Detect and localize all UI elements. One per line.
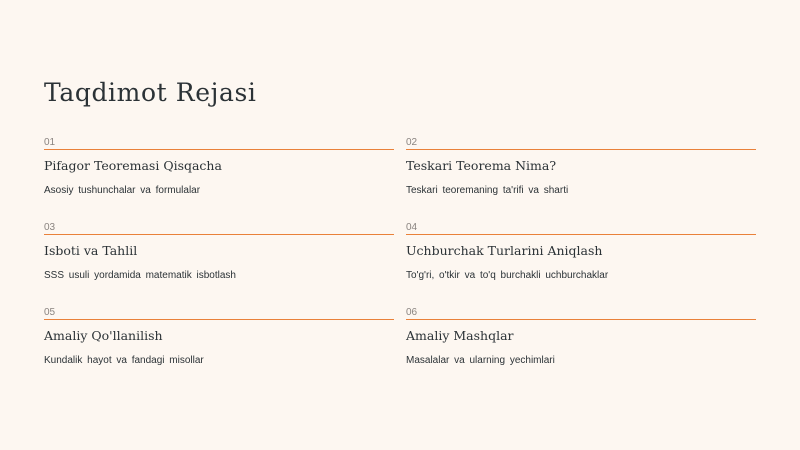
slide-title: Taqdimot Rejasi	[44, 78, 257, 107]
agenda-item-divider	[406, 149, 756, 150]
agenda-item-divider	[406, 319, 756, 320]
agenda-item-number: 06	[406, 307, 418, 318]
agenda-item-divider	[44, 234, 394, 235]
agenda-item-number: 03	[44, 222, 56, 233]
agenda-item-number: 01	[44, 137, 56, 148]
agenda-item-description: Teskari teoremaning ta'rifi va sharti	[406, 185, 569, 196]
agenda-item-description: SSS usuli yordamida matematik isbotlash	[44, 270, 236, 281]
agenda-item-title: Isboti va Tahlil	[44, 243, 138, 258]
agenda-item-title: Teskari Teorema Nima?	[406, 158, 557, 173]
agenda-item-title: Amaliy Mashqlar	[406, 328, 514, 343]
agenda-item-divider	[406, 234, 756, 235]
agenda-item-divider	[44, 319, 394, 320]
agenda-item-number: 04	[406, 222, 418, 233]
agenda-item-title: Amaliy Qo'llanilish	[44, 328, 163, 343]
agenda-item-description: Asosiy tushunchalar va formulalar	[44, 185, 201, 196]
agenda-item-number: 05	[44, 307, 56, 318]
agenda-item-divider	[44, 149, 394, 150]
agenda-item-number: 02	[406, 137, 418, 148]
agenda-item-description: Kundalik hayot va fandagi misollar	[44, 355, 204, 366]
agenda-item-title: Uchburchak Turlarini Aniqlash	[406, 243, 603, 258]
agenda-item-description: To'g'ri, o'tkir va to'q burchakli uchburchaklar	[406, 270, 609, 281]
agenda-item-title: Pifagor Teoremasi Qisqacha	[44, 158, 222, 173]
agenda-item-description: Masalalar va ularning yechimlari	[406, 355, 555, 366]
